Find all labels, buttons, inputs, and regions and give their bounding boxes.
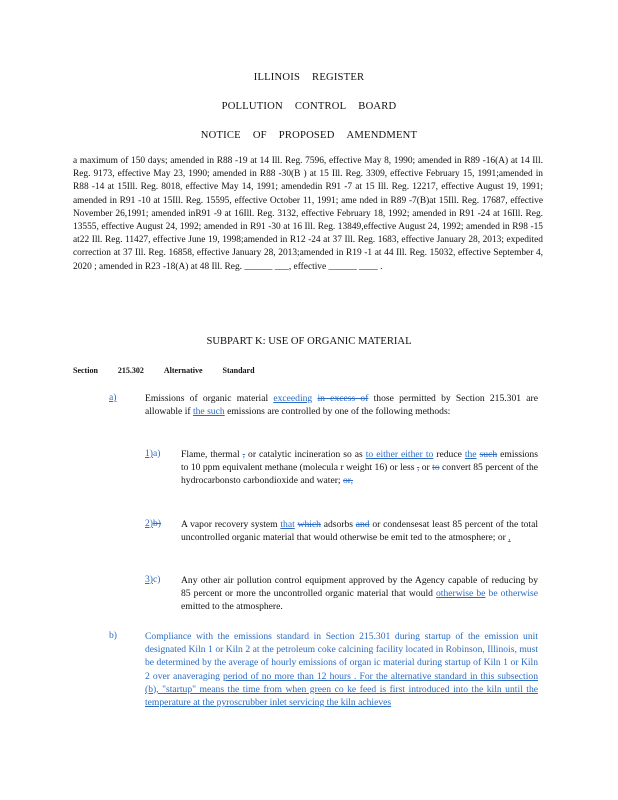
- subpart-title: SUBPART K: USE OF ORGANIC MATERIAL: [206, 336, 412, 347]
- para-a: [145, 392, 538, 418]
- label-old: a): [153, 448, 161, 459]
- para-b-text: Compliance with the emissions standard in Section 215.301 during startup of the emission unit designated Kiln 1 or Kiln 2 at the petroleum coke calcining facility located in Robinson, Illinois, must be determined by the average of hourly emissions of organ ic material during startup of Kiln 1 or Kiln 2 over anaveraging: [145, 631, 538, 682]
- deletion: to: [432, 462, 440, 474]
- deletion: ,: [416, 462, 420, 474]
- section-title-word: Alternative: [163, 366, 203, 375]
- insertion: to either either to: [365, 449, 434, 460]
- item-text: emitted to the atmosphere.: [181, 601, 283, 613]
- item-2: [181, 518, 538, 544]
- item-text: or: [419, 462, 433, 474]
- item-text: reduce: [433, 449, 465, 460]
- insertion: ,: [508, 532, 511, 544]
- label-old: c): [153, 574, 161, 585]
- header-word: OF: [252, 130, 267, 141]
- item-3-label: [145, 574, 160, 585]
- header-word: PROPOSED: [278, 130, 335, 141]
- item-text: emissions to 10 ppm equivalent methane (molecula r weight 16) or less: [181, 449, 538, 474]
- deletion: ,: [242, 449, 246, 460]
- board-title: [0, 101, 618, 112]
- insertion: exceeding: [273, 393, 313, 404]
- source-history: a maximum of 150 days; amended in R88 -19 at 14 Ill. Reg. 7596, effective May 8, 1990; amended in R89 -16(A) at 14 Ill. Reg. 9173, effective May 23, 1990; amended in R88 -30(B ) at 15 Ill. Reg. 3309, effective February 15, 1991;amended in R88 -14 at 15Ill. Reg. 8018, effective May 14, 1991; amendedin R91 -7 at 15 Ill. Reg. 12217, effective August 19, 1991; amended in R91 -10 at 15Ill. Reg. 15595, effective October 11, 1991; ame nded in R89 -7(B)at 15Ill. Reg. 17687, effective November 26,1991; amended inR91 -9 at 16Ill. Reg. 3132, effective February 18, 1992; amended in R91 -24 at 16Ill. Reg. 13555, effective August 24, 1992; amended in R91 -30 at 16 Ill. Reg. 13849,effective August 24, 1992; amended in R98 -15 at22 Ill. Reg. 11427, effective June 19, 1998;amended in R12 -24 at 37 Ill. Reg. 1683, effective January 28, 2013; expedited correction at 37 Ill. Reg. 16858, effective January 28, 2013;amended in R19 -1 at 44 Ill. Reg. 15032, effective September 4, 2020 ; amended in R23 -18(A) at 48 Ill. Reg. ______ ___, effective ______ ____ .: [73, 156, 543, 272]
- header-word: BOARD: [358, 101, 397, 112]
- deletion: and: [355, 519, 370, 530]
- deletion: which: [297, 519, 321, 530]
- item-text: or condensesat least 85 percent of the total uncontrolled organic material that would otherwise be emit ted to the atmosphere; or: [181, 519, 538, 544]
- item-2-label: [145, 518, 161, 529]
- insertion: 3): [145, 574, 153, 585]
- deletion: b): [153, 518, 161, 529]
- item-text: or catalytic incineration so as: [245, 449, 366, 460]
- insertion: otherwise be: [436, 588, 486, 600]
- header-word: NOTICE: [200, 130, 241, 141]
- para-b: [145, 630, 538, 709]
- insertion: that: [280, 519, 295, 530]
- header-word: AMENDMENT: [346, 130, 418, 141]
- item-1-label: [145, 448, 160, 459]
- notice-title: [0, 130, 618, 141]
- deletion: in excess of: [317, 393, 369, 404]
- header-word: CONTROL: [294, 101, 347, 112]
- item-text: Any other air pollution control equipment approved by the Agency capable of reducing by 85 percent or more the uncontrolled organic material that would: [181, 575, 538, 600]
- section-number: 215.302: [117, 366, 144, 375]
- header-word: REGISTER: [312, 72, 365, 83]
- section-title-word: Standard: [222, 366, 255, 375]
- insertion: 1): [145, 448, 153, 459]
- para-a-text: emissions are controlled by one of the following methods:: [224, 406, 451, 418]
- section-label: Section: [73, 366, 98, 375]
- item-3: [181, 574, 538, 614]
- insertion: the such: [192, 406, 225, 418]
- para-a-text: those permitted by Section 215.301 are allowable if: [145, 393, 538, 418]
- item-text: convert 85 percent of the hydrocarbonsto carbondioxide and water;: [181, 462, 538, 487]
- insertion: the: [464, 449, 477, 460]
- insertion: 2): [145, 518, 153, 529]
- para-b-label: b): [109, 630, 117, 641]
- insertion: period of no more than 12 hours . For the alternative standard in this subsection (b), "startup" means the time from when green co ke feed is first introduced into the kiln until the temperature at the pyroscrubber inlet servicing the kiln achieves: [145, 670, 538, 709]
- item-text: adsorbs: [320, 519, 356, 530]
- header-word: ILLINOIS: [253, 72, 301, 83]
- item-text: Flame, thermal: [181, 449, 243, 460]
- item-1: [181, 448, 538, 488]
- header-word: POLLUTION: [221, 101, 283, 112]
- para-a-text: Emissions of organic material: [145, 393, 274, 404]
- deletion: such: [479, 449, 498, 460]
- para-a-label: a): [109, 392, 117, 403]
- item-text: A vapor recovery system: [181, 519, 281, 530]
- section-heading: [73, 366, 275, 375]
- deletion: or,: [342, 475, 353, 487]
- item-text-blue: be otherwise: [485, 588, 538, 600]
- register-title: [0, 72, 618, 83]
